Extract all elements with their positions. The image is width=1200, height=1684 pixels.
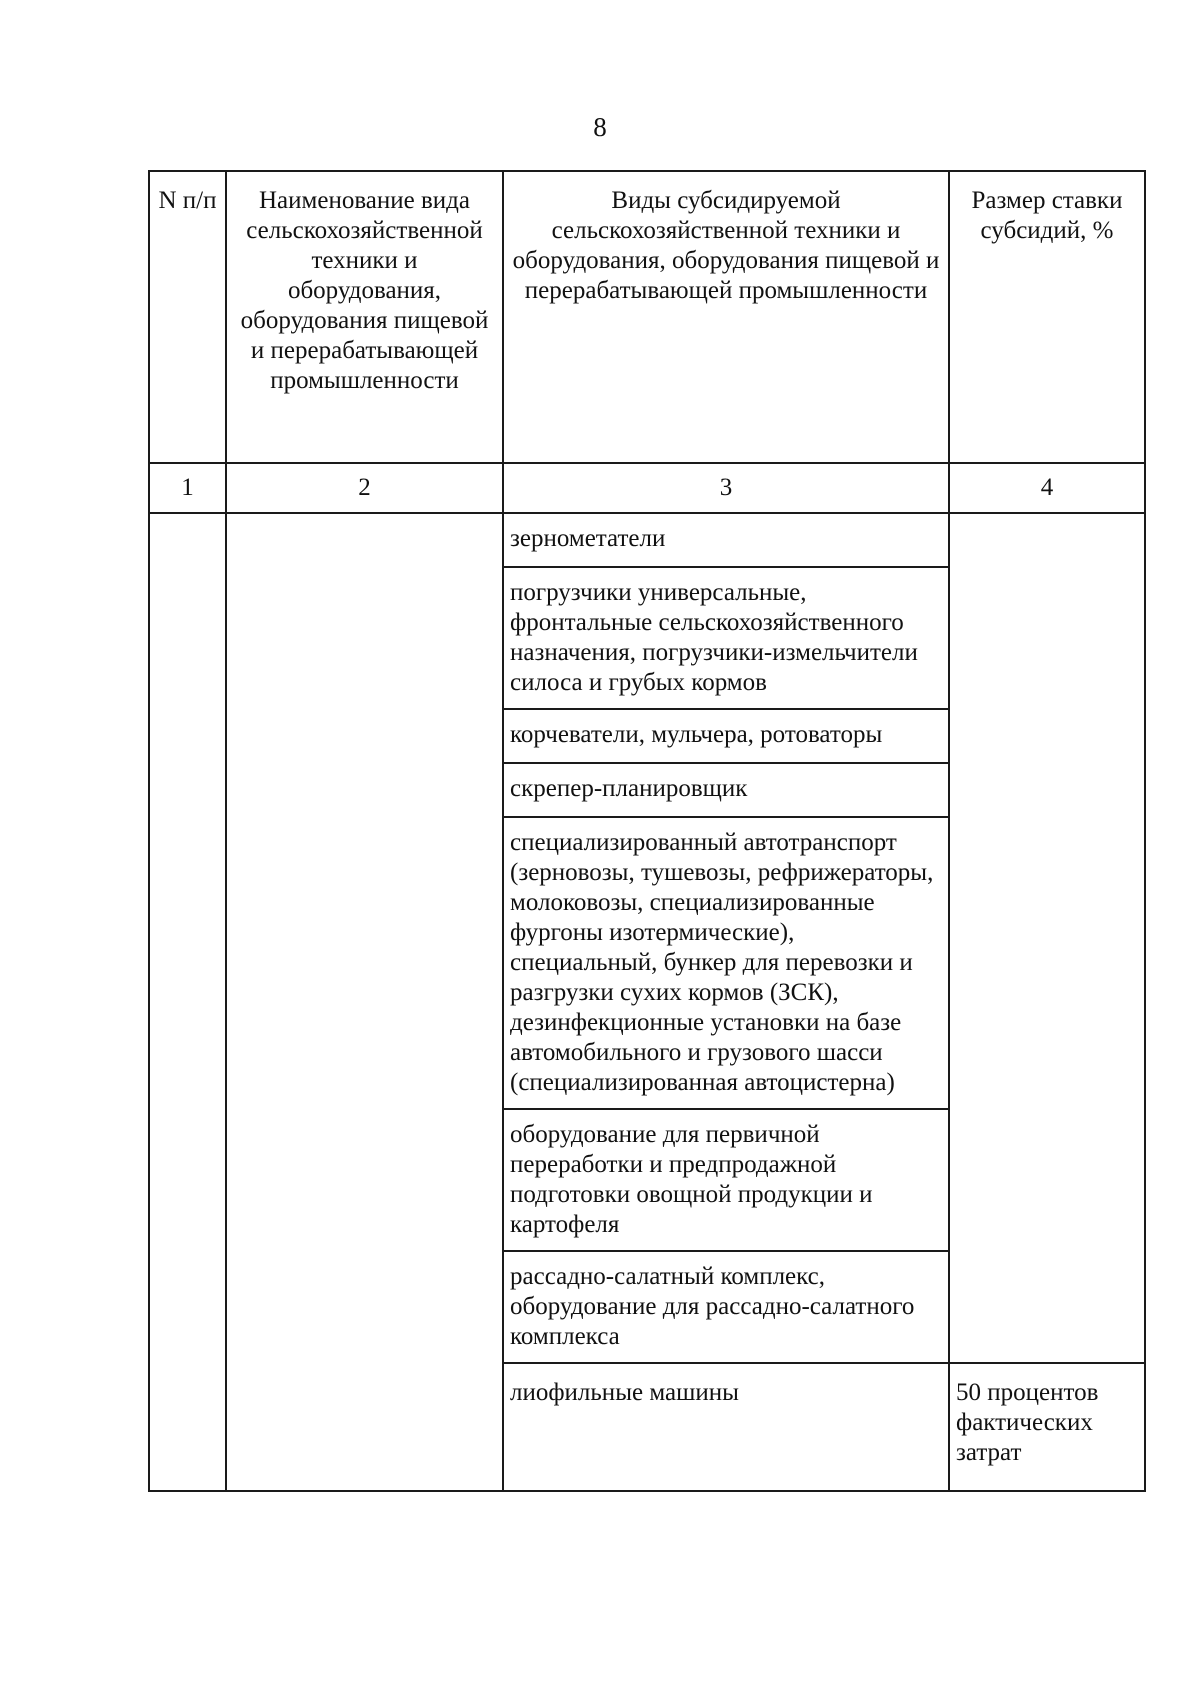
number-cell-empty	[149, 513, 226, 1491]
equipment-item: скрепер-планировщик	[503, 763, 949, 817]
equipment-item: лиофильные машины	[503, 1363, 949, 1491]
header-number: N п/п	[149, 171, 226, 463]
equipment-item: погрузчики универсальные, фронтальные сельскохозяйственного назначения, погрузчики-измельчители силоса и грубых кормов	[503, 567, 949, 709]
column-number-3: 3	[503, 463, 949, 513]
column-number-2: 2	[226, 463, 503, 513]
column-number-row	[149, 463, 1145, 513]
subsidy-rate-value: 50 процентов фактических затрат	[949, 1363, 1145, 1491]
column-number-4: 4	[949, 463, 1145, 513]
equipment-item: зернометатели	[503, 513, 949, 567]
equipment-item: специализированный автотранспорт (зерновозы, тушевозы, рефрижераторы, молоковозы, специализированные фургоны изотермические), специальный, бункер для перевозки и разгрузки сухих кормов (ЗСК), дезинфекционные установки на базе автомобильного и грузового шасси (специализированная автоцистерна)	[503, 817, 949, 1109]
rate-cell-empty	[949, 513, 1145, 1363]
equipment-item: корчеватели, мульчера, ротоваторы	[503, 709, 949, 763]
equipment-item: рассадно-салатный комплекс, оборудование для рассадно-салатного комплекса	[503, 1251, 949, 1363]
header-subsidy-rate: Размер ставки субсидий, %	[949, 171, 1145, 463]
subsidy-table	[148, 170, 1146, 1492]
table-header-row	[149, 171, 1145, 463]
equipment-type-cell-empty	[226, 513, 503, 1491]
column-number-1: 1	[149, 463, 226, 513]
header-equipment-type-name: Наименование вида сельскохозяйственной техники и оборудования, оборудования пищевой и перерабатывающей промышленности	[226, 171, 503, 463]
header-subsidized-equipment-kinds: Виды субсидируемой сельскохозяйственной техники и оборудования, оборудования пищевой и перерабатывающей промышленности	[503, 171, 949, 463]
table-row	[149, 513, 1145, 567]
page-number: 8	[593, 112, 607, 142]
equipment-item: оборудование для первичной переработки и предпродажной подготовки овощной продукции и картофеля	[503, 1109, 949, 1251]
